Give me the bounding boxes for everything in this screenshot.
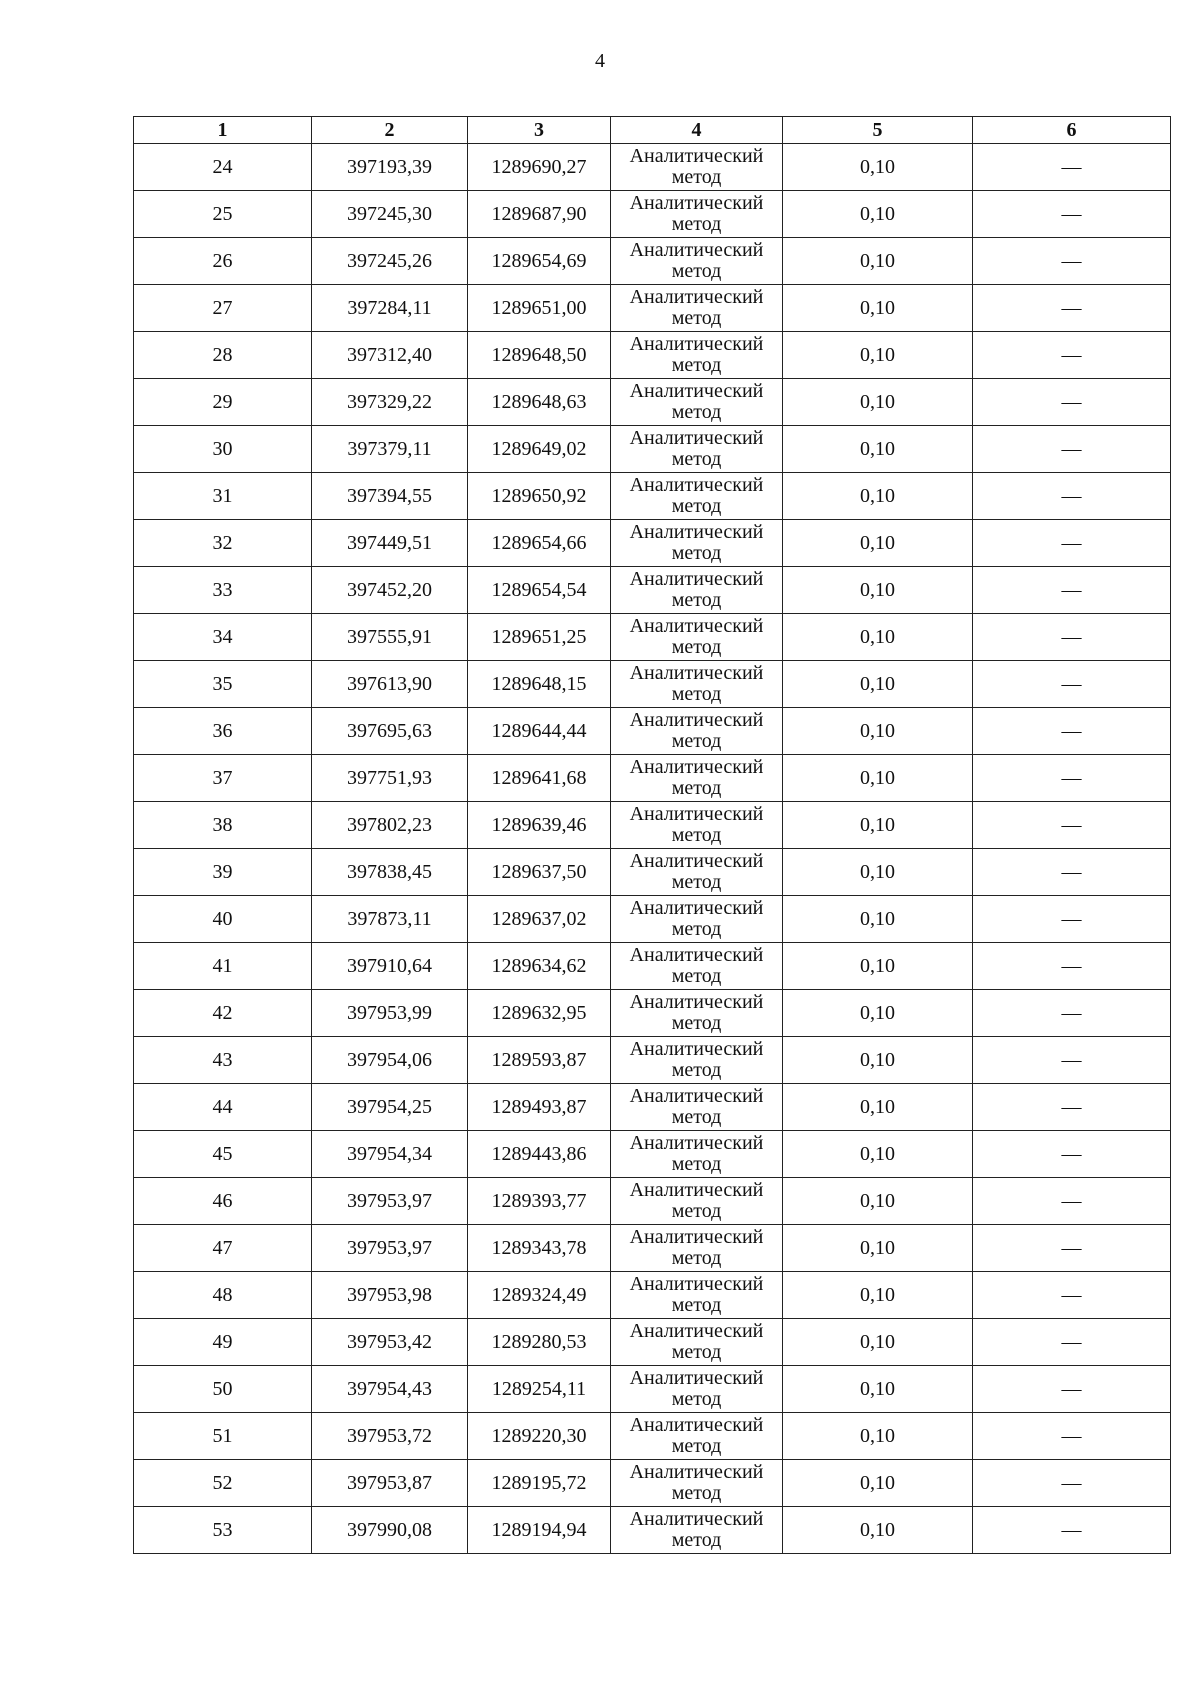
table-row bbox=[134, 614, 1171, 661]
method-label-line2: метод bbox=[671, 166, 722, 188]
coordinate-y: 1289648,50 bbox=[468, 332, 611, 379]
method-cell bbox=[611, 849, 783, 896]
coordinate-x: 397695,63 bbox=[312, 708, 468, 755]
coordinate-y: 1289393,77 bbox=[468, 1178, 611, 1225]
table-row bbox=[134, 943, 1171, 990]
accuracy-value: 0,10 bbox=[783, 379, 973, 426]
coordinate-y: 1289220,30 bbox=[468, 1413, 611, 1460]
note-value: — bbox=[973, 473, 1171, 520]
coordinate-y: 1289639,46 bbox=[468, 802, 611, 849]
method-label-line2: метод bbox=[671, 213, 722, 235]
method-label-line1: Аналитический bbox=[629, 1038, 764, 1060]
accuracy-value: 0,10 bbox=[783, 802, 973, 849]
method-label-line1: Аналитический bbox=[629, 286, 764, 308]
page-number: 4 bbox=[595, 50, 605, 72]
method-label-line2: метод bbox=[671, 589, 722, 611]
point-number: 53 bbox=[134, 1507, 312, 1554]
accuracy-value: 0,10 bbox=[783, 1319, 973, 1366]
coordinate-x: 397954,34 bbox=[312, 1131, 468, 1178]
table-body bbox=[134, 144, 1171, 1554]
table-row bbox=[134, 1366, 1171, 1413]
method-cell bbox=[611, 1507, 783, 1554]
accuracy-value: 0,10 bbox=[783, 1084, 973, 1131]
accuracy-value: 0,10 bbox=[783, 1037, 973, 1084]
table-row bbox=[134, 755, 1171, 802]
method-cell bbox=[611, 1272, 783, 1319]
coordinate-y: 1289195,72 bbox=[468, 1460, 611, 1507]
method-cell bbox=[611, 238, 783, 285]
method-label-line2: метод bbox=[671, 730, 722, 752]
method-cell bbox=[611, 1413, 783, 1460]
method-label-line1: Аналитический bbox=[629, 1273, 764, 1295]
method-label-line2: метод bbox=[671, 871, 722, 893]
accuracy-value: 0,10 bbox=[783, 1131, 973, 1178]
point-number: 33 bbox=[134, 567, 312, 614]
note-value: — bbox=[973, 191, 1171, 238]
coordinate-x: 397838,45 bbox=[312, 849, 468, 896]
accuracy-value: 0,10 bbox=[783, 285, 973, 332]
method-label-line1: Аналитический bbox=[629, 662, 764, 684]
table-header-row bbox=[134, 117, 1171, 144]
note-value: — bbox=[973, 1507, 1171, 1554]
accuracy-value: 0,10 bbox=[783, 896, 973, 943]
coordinate-x: 397910,64 bbox=[312, 943, 468, 990]
note-value: — bbox=[973, 990, 1171, 1037]
method-label-line1: Аналитический bbox=[629, 1320, 764, 1342]
accuracy-value: 0,10 bbox=[783, 1507, 973, 1554]
method-cell bbox=[611, 1366, 783, 1413]
method-cell bbox=[611, 708, 783, 755]
column-header-5: 5 bbox=[783, 117, 973, 144]
method-cell bbox=[611, 661, 783, 708]
method-label-line1: Аналитический bbox=[629, 521, 764, 543]
accuracy-value: 0,10 bbox=[783, 191, 973, 238]
coordinate-x: 397751,93 bbox=[312, 755, 468, 802]
coordinate-x: 397245,26 bbox=[312, 238, 468, 285]
accuracy-value: 0,10 bbox=[783, 520, 973, 567]
note-value: — bbox=[973, 802, 1171, 849]
method-label-line2: метод bbox=[671, 1059, 722, 1081]
note-value: — bbox=[973, 708, 1171, 755]
point-number: 51 bbox=[134, 1413, 312, 1460]
method-label-line2: метод bbox=[671, 307, 722, 329]
table-row bbox=[134, 708, 1171, 755]
table-row bbox=[134, 567, 1171, 614]
point-number: 47 bbox=[134, 1225, 312, 1272]
method-cell bbox=[611, 332, 783, 379]
point-number: 42 bbox=[134, 990, 312, 1037]
method-label-line2: метод bbox=[671, 1247, 722, 1269]
coordinate-x: 397312,40 bbox=[312, 332, 468, 379]
table-row bbox=[134, 238, 1171, 285]
coordinate-y: 1289254,11 bbox=[468, 1366, 611, 1413]
method-label-line1: Аналитический bbox=[629, 897, 764, 919]
accuracy-value: 0,10 bbox=[783, 1225, 973, 1272]
method-label-line1: Аналитический bbox=[629, 991, 764, 1013]
coordinate-x: 397953,87 bbox=[312, 1460, 468, 1507]
accuracy-value: 0,10 bbox=[783, 1413, 973, 1460]
coordinate-x: 397802,23 bbox=[312, 802, 468, 849]
point-number: 30 bbox=[134, 426, 312, 473]
accuracy-value: 0,10 bbox=[783, 567, 973, 614]
point-number: 35 bbox=[134, 661, 312, 708]
note-value: — bbox=[973, 943, 1171, 990]
method-label-line1: Аналитический bbox=[629, 380, 764, 402]
note-value: — bbox=[973, 1131, 1171, 1178]
point-number: 50 bbox=[134, 1366, 312, 1413]
coordinate-x: 397953,72 bbox=[312, 1413, 468, 1460]
method-cell bbox=[611, 426, 783, 473]
method-cell bbox=[611, 285, 783, 332]
method-cell bbox=[611, 1319, 783, 1366]
note-value: — bbox=[973, 1225, 1171, 1272]
method-cell bbox=[611, 144, 783, 191]
coordinate-y: 1289443,86 bbox=[468, 1131, 611, 1178]
method-cell bbox=[611, 755, 783, 802]
method-label-line1: Аналитический bbox=[629, 1461, 764, 1483]
coordinate-y: 1289651,00 bbox=[468, 285, 611, 332]
method-label-line1: Аналитический bbox=[629, 850, 764, 872]
method-cell bbox=[611, 990, 783, 1037]
note-value: — bbox=[973, 849, 1171, 896]
coordinate-y: 1289343,78 bbox=[468, 1225, 611, 1272]
coordinate-y: 1289324,49 bbox=[468, 1272, 611, 1319]
note-value: — bbox=[973, 1366, 1171, 1413]
method-cell bbox=[611, 896, 783, 943]
method-label-line2: метод bbox=[671, 1106, 722, 1128]
method-label-line1: Аналитический bbox=[629, 709, 764, 731]
accuracy-value: 0,10 bbox=[783, 1366, 973, 1413]
note-value: — bbox=[973, 426, 1171, 473]
method-cell bbox=[611, 802, 783, 849]
coordinate-y: 1289637,02 bbox=[468, 896, 611, 943]
note-value: — bbox=[973, 1460, 1171, 1507]
table-row bbox=[134, 896, 1171, 943]
note-value: — bbox=[973, 332, 1171, 379]
point-number: 25 bbox=[134, 191, 312, 238]
accuracy-value: 0,10 bbox=[783, 144, 973, 191]
point-number: 24 bbox=[134, 144, 312, 191]
method-label-line2: метод bbox=[671, 495, 722, 517]
method-label-line2: метод bbox=[671, 683, 722, 705]
coordinate-y: 1289651,25 bbox=[468, 614, 611, 661]
method-cell bbox=[611, 1178, 783, 1225]
method-label-line1: Аналитический bbox=[629, 239, 764, 261]
point-number: 45 bbox=[134, 1131, 312, 1178]
method-label-line2: метод bbox=[671, 1012, 722, 1034]
point-number: 36 bbox=[134, 708, 312, 755]
table-row bbox=[134, 144, 1171, 191]
accuracy-value: 0,10 bbox=[783, 943, 973, 990]
column-header-2: 2 bbox=[312, 117, 468, 144]
coordinate-x: 397394,55 bbox=[312, 473, 468, 520]
method-label-line2: метод bbox=[671, 448, 722, 470]
coordinate-y: 1289650,92 bbox=[468, 473, 611, 520]
point-number: 34 bbox=[134, 614, 312, 661]
point-number: 39 bbox=[134, 849, 312, 896]
table-row bbox=[134, 1131, 1171, 1178]
method-label-line1: Аналитический bbox=[629, 145, 764, 167]
method-cell bbox=[611, 379, 783, 426]
coordinate-x: 397953,99 bbox=[312, 990, 468, 1037]
accuracy-value: 0,10 bbox=[783, 708, 973, 755]
coordinate-x: 397953,42 bbox=[312, 1319, 468, 1366]
table-row bbox=[134, 661, 1171, 708]
point-number: 28 bbox=[134, 332, 312, 379]
accuracy-value: 0,10 bbox=[783, 614, 973, 661]
coordinate-x: 397954,06 bbox=[312, 1037, 468, 1084]
point-number: 32 bbox=[134, 520, 312, 567]
method-label-line1: Аналитический bbox=[629, 1132, 764, 1154]
method-label-line2: метод bbox=[671, 1482, 722, 1504]
coordinate-x: 397555,91 bbox=[312, 614, 468, 661]
note-value: — bbox=[973, 1178, 1171, 1225]
method-label-line2: метод bbox=[671, 260, 722, 282]
table-row bbox=[134, 1413, 1171, 1460]
method-label-line1: Аналитический bbox=[629, 1508, 764, 1530]
coordinate-x: 397873,11 bbox=[312, 896, 468, 943]
note-value: — bbox=[973, 614, 1171, 661]
method-cell bbox=[611, 614, 783, 661]
table-row bbox=[134, 1084, 1171, 1131]
note-value: — bbox=[973, 1084, 1171, 1131]
accuracy-value: 0,10 bbox=[783, 1178, 973, 1225]
method-label-line2: метод bbox=[671, 824, 722, 846]
method-label-line1: Аналитический bbox=[629, 1085, 764, 1107]
point-number: 41 bbox=[134, 943, 312, 990]
coordinate-y: 1289634,62 bbox=[468, 943, 611, 990]
note-value: — bbox=[973, 144, 1171, 191]
coordinate-x: 397193,39 bbox=[312, 144, 468, 191]
coordinate-y: 1289493,87 bbox=[468, 1084, 611, 1131]
method-label-line1: Аналитический bbox=[629, 944, 764, 966]
coordinate-x: 397954,43 bbox=[312, 1366, 468, 1413]
coordinate-y: 1289690,27 bbox=[468, 144, 611, 191]
note-value: — bbox=[973, 567, 1171, 614]
accuracy-value: 0,10 bbox=[783, 849, 973, 896]
method-label-line1: Аналитический bbox=[629, 333, 764, 355]
table-row bbox=[134, 473, 1171, 520]
coordinate-x: 397953,97 bbox=[312, 1225, 468, 1272]
accuracy-value: 0,10 bbox=[783, 1272, 973, 1319]
method-label-line2: метод bbox=[671, 1153, 722, 1175]
coordinate-y: 1289648,15 bbox=[468, 661, 611, 708]
coordinate-x: 397990,08 bbox=[312, 1507, 468, 1554]
coordinates-table bbox=[133, 116, 1171, 1554]
column-header-3: 3 bbox=[468, 117, 611, 144]
coordinate-x: 397954,25 bbox=[312, 1084, 468, 1131]
coordinate-x: 397452,20 bbox=[312, 567, 468, 614]
method-label-line1: Аналитический bbox=[629, 1367, 764, 1389]
method-label-line1: Аналитический bbox=[629, 568, 764, 590]
table-row bbox=[134, 332, 1171, 379]
method-label-line2: метод bbox=[671, 1341, 722, 1363]
method-label-line1: Аналитический bbox=[629, 803, 764, 825]
point-number: 29 bbox=[134, 379, 312, 426]
method-label-line2: метод bbox=[671, 1200, 722, 1222]
coordinate-y: 1289649,02 bbox=[468, 426, 611, 473]
note-value: — bbox=[973, 1319, 1171, 1366]
method-cell bbox=[611, 520, 783, 567]
method-cell bbox=[611, 1084, 783, 1131]
coordinate-x: 397449,51 bbox=[312, 520, 468, 567]
accuracy-value: 0,10 bbox=[783, 661, 973, 708]
coordinate-y: 1289648,63 bbox=[468, 379, 611, 426]
coordinate-x: 397613,90 bbox=[312, 661, 468, 708]
coordinate-x: 397379,11 bbox=[312, 426, 468, 473]
note-value: — bbox=[973, 238, 1171, 285]
note-value: — bbox=[973, 1413, 1171, 1460]
coordinate-y: 1289654,66 bbox=[468, 520, 611, 567]
method-label-line2: метод bbox=[671, 1529, 722, 1551]
method-label-line1: Аналитический bbox=[629, 615, 764, 637]
note-value: — bbox=[973, 1037, 1171, 1084]
method-label-line2: метод bbox=[671, 777, 722, 799]
accuracy-value: 0,10 bbox=[783, 238, 973, 285]
method-label-line2: метод bbox=[671, 1388, 722, 1410]
method-cell bbox=[611, 191, 783, 238]
method-label-line2: метод bbox=[671, 542, 722, 564]
accuracy-value: 0,10 bbox=[783, 332, 973, 379]
method-label-line2: метод bbox=[671, 354, 722, 376]
method-label-line2: метод bbox=[671, 1294, 722, 1316]
coordinate-y: 1289641,68 bbox=[468, 755, 611, 802]
table-row bbox=[134, 285, 1171, 332]
method-label-line2: метод bbox=[671, 401, 722, 423]
point-number: 46 bbox=[134, 1178, 312, 1225]
method-cell bbox=[611, 1460, 783, 1507]
point-number: 31 bbox=[134, 473, 312, 520]
coordinate-y: 1289593,87 bbox=[468, 1037, 611, 1084]
point-number: 37 bbox=[134, 755, 312, 802]
coordinate-x: 397245,30 bbox=[312, 191, 468, 238]
point-number: 40 bbox=[134, 896, 312, 943]
note-value: — bbox=[973, 755, 1171, 802]
note-value: — bbox=[973, 1272, 1171, 1319]
method-cell bbox=[611, 567, 783, 614]
table-row bbox=[134, 1319, 1171, 1366]
point-number: 43 bbox=[134, 1037, 312, 1084]
table-row bbox=[134, 1225, 1171, 1272]
point-number: 26 bbox=[134, 238, 312, 285]
note-value: — bbox=[973, 285, 1171, 332]
method-label-line1: Аналитический bbox=[629, 474, 764, 496]
accuracy-value: 0,10 bbox=[783, 426, 973, 473]
coordinate-x: 397329,22 bbox=[312, 379, 468, 426]
coordinate-y: 1289637,50 bbox=[468, 849, 611, 896]
coordinate-y: 1289632,95 bbox=[468, 990, 611, 1037]
table-row bbox=[134, 849, 1171, 896]
table-row bbox=[134, 1507, 1171, 1554]
column-header-6: 6 bbox=[973, 117, 1171, 144]
method-label-line2: метод bbox=[671, 636, 722, 658]
method-label-line1: Аналитический bbox=[629, 427, 764, 449]
coordinate-y: 1289280,53 bbox=[468, 1319, 611, 1366]
method-label-line2: метод bbox=[671, 1435, 722, 1457]
table-row bbox=[134, 1037, 1171, 1084]
method-cell bbox=[611, 473, 783, 520]
point-number: 49 bbox=[134, 1319, 312, 1366]
accuracy-value: 0,10 bbox=[783, 473, 973, 520]
note-value: — bbox=[973, 379, 1171, 426]
column-header-1: 1 bbox=[134, 117, 312, 144]
point-number: 52 bbox=[134, 1460, 312, 1507]
table-row bbox=[134, 1272, 1171, 1319]
note-value: — bbox=[973, 661, 1171, 708]
table-row bbox=[134, 802, 1171, 849]
coordinate-y: 1289654,69 bbox=[468, 238, 611, 285]
coordinate-x: 397284,11 bbox=[312, 285, 468, 332]
coordinate-y: 1289194,94 bbox=[468, 1507, 611, 1554]
method-label-line2: метод bbox=[671, 965, 722, 987]
table-row bbox=[134, 191, 1171, 238]
method-cell bbox=[611, 1037, 783, 1084]
coordinate-x: 397953,97 bbox=[312, 1178, 468, 1225]
coordinate-y: 1289644,44 bbox=[468, 708, 611, 755]
point-number: 48 bbox=[134, 1272, 312, 1319]
column-header-4: 4 bbox=[611, 117, 783, 144]
method-label-line1: Аналитический bbox=[629, 1226, 764, 1248]
method-label-line1: Аналитический bbox=[629, 756, 764, 778]
method-label-line1: Аналитический bbox=[629, 192, 764, 214]
method-label-line1: Аналитический bbox=[629, 1414, 764, 1436]
method-label-line2: метод bbox=[671, 918, 722, 940]
point-number: 38 bbox=[134, 802, 312, 849]
note-value: — bbox=[973, 520, 1171, 567]
note-value: — bbox=[973, 896, 1171, 943]
table-row bbox=[134, 520, 1171, 567]
method-cell bbox=[611, 943, 783, 990]
accuracy-value: 0,10 bbox=[783, 1460, 973, 1507]
accuracy-value: 0,10 bbox=[783, 990, 973, 1037]
table-row bbox=[134, 1460, 1171, 1507]
table-row bbox=[134, 426, 1171, 473]
point-number: 27 bbox=[134, 285, 312, 332]
method-cell bbox=[611, 1131, 783, 1178]
accuracy-value: 0,10 bbox=[783, 755, 973, 802]
table-row bbox=[134, 379, 1171, 426]
point-number: 44 bbox=[134, 1084, 312, 1131]
method-label-line1: Аналитический bbox=[629, 1179, 764, 1201]
coordinate-y: 1289687,90 bbox=[468, 191, 611, 238]
coordinate-y: 1289654,54 bbox=[468, 567, 611, 614]
coordinate-x: 397953,98 bbox=[312, 1272, 468, 1319]
method-cell bbox=[611, 1225, 783, 1272]
table-row bbox=[134, 1178, 1171, 1225]
table-row bbox=[134, 990, 1171, 1037]
